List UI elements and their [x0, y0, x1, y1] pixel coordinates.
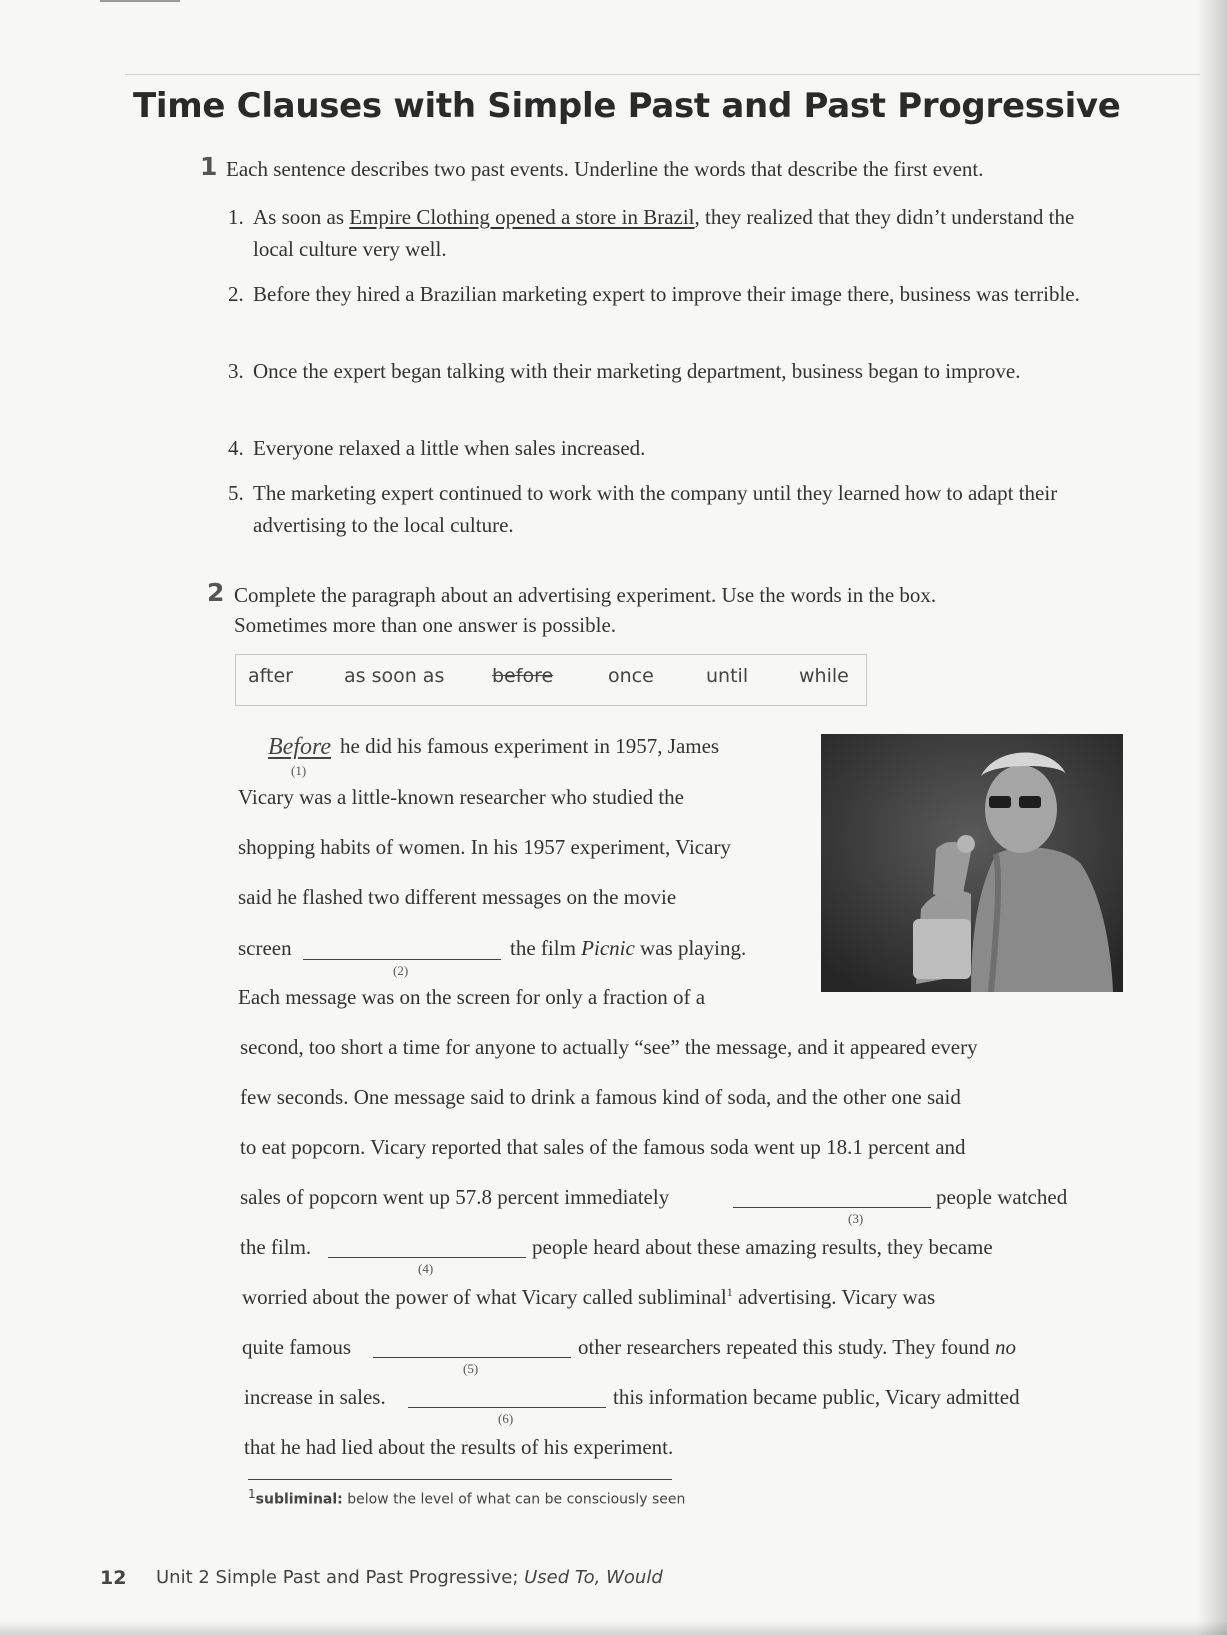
paragraph-line: he did his famous experiment in 1957, James [340, 734, 720, 758]
paragraph-line: people watched [936, 1185, 1068, 1209]
blank-label: (2) [393, 963, 409, 978]
item-number: 1. [228, 205, 244, 229]
exercise-2-instruction-line-1: Complete the paragraph about an advertising experiment. Use the words in the box. [234, 583, 937, 607]
paragraph-line: quite famous [242, 1335, 352, 1359]
word-box-item: while [799, 665, 849, 687]
paragraph-line: Each message was on the screen for only a fraction of a [238, 985, 706, 1009]
exercise-1-instruction: Each sentence describes two past events. Underline the words that describe the first event. [226, 157, 984, 181]
item-text: Before they hired a Brazilian marketing expert to improve their image there, business was terrible. [253, 282, 1080, 306]
word-box-item: once [608, 665, 654, 687]
photo-illustration [821, 734, 1123, 992]
page-title: Time Clauses with Simple Past and Past Progressive [133, 86, 1121, 126]
paragraph-line: the film Picnic was playing. [510, 936, 747, 960]
header-rule [125, 74, 1200, 75]
item-text: As soon as Empire Clothing opened a store in Brazil, they realized that they didn’t understand the local culture very well. [253, 205, 1075, 261]
page-number: 12 [100, 1567, 127, 1589]
scan-mark [100, 0, 180, 2]
exercise-1-number: 1 [200, 152, 218, 181]
paragraph-line: few seconds. One message said to drink a famous kind of soda, and the other one said [240, 1085, 961, 1109]
paragraph-line: increase in sales. [244, 1385, 386, 1409]
word-box [235, 654, 867, 706]
item-text: The marketing expert continued to work with the company until they learned how to adapt their advertising to the local culture. [253, 481, 1058, 537]
item-number: 4. [228, 436, 244, 460]
word-box-item-crossed-out: before [492, 665, 554, 687]
item-text: Once the expert began talking with their marketing department, business began to improve. [253, 359, 1021, 383]
blank-label: (5) [463, 1361, 479, 1376]
paragraph-line: shopping habits of women. In his 1957 experiment, Vicary [238, 835, 731, 859]
answer-blank-5[interactable] [373, 1357, 571, 1358]
paragraph-line: said he flashed two different messages on the movie [238, 885, 677, 909]
word-box-item: until [706, 665, 749, 687]
item-number: 5. [228, 481, 244, 505]
vintage-photo-woman-eating-popcorn [821, 734, 1123, 992]
paragraph-line: Vicary was a little-known researcher who studied the [238, 785, 684, 809]
footnote-rule [248, 1479, 672, 1480]
paragraph-line: that he had lied about the results of his experiment. [244, 1435, 674, 1459]
scan-edge-shadow [0, 1621, 1227, 1635]
item-text: Everyone relaxed a little when sales increased. [253, 436, 646, 460]
scan-edge-shadow [1197, 0, 1227, 1635]
exercise-2-instruction-line-2: Sometimes more than one answer is possible. [234, 613, 617, 637]
unit-title: Unit 2 Simple Past and Past Progressive; Used To, Would [156, 1567, 663, 1588]
blank-label: (3) [848, 1211, 864, 1226]
paragraph-line: worried about the power of what Vicary called subliminal$^1$ advertising. Vicary was [242, 1285, 936, 1309]
paragraph-line: the film. [240, 1235, 312, 1259]
paragraph-line: sales of popcorn went up 57.8 percent immediately [240, 1185, 670, 1209]
blank-label: (6) [498, 1411, 514, 1426]
answer-blank-3[interactable] [733, 1207, 931, 1208]
answer-blank-2[interactable] [303, 959, 501, 960]
answer-blank-6[interactable] [408, 1407, 606, 1408]
answer-blank-4[interactable] [328, 1257, 526, 1258]
paragraph-line: screen [238, 936, 292, 960]
paragraph-line: second, too short a time for anyone to actually “see” the message, and it appeared every [240, 1035, 978, 1059]
paragraph-line: other researchers repeated this study. They found no [578, 1335, 1016, 1359]
paragraph-line: this information became public, Vicary admitted [613, 1385, 1020, 1409]
word-box-item: as soon as [344, 665, 445, 687]
word-box-item: after [248, 665, 293, 687]
blank-label: (4) [418, 1261, 434, 1276]
paragraph-line: people heard about these amazing results, they became [532, 1235, 993, 1259]
blank-label: (1) [291, 763, 307, 778]
item-number: 3. [228, 359, 244, 383]
item-number: 2. [228, 282, 244, 306]
underlined-answer: Empire Clothing opened a store in Brazil [349, 205, 695, 229]
footnote: $^1$subliminal: below the level of what can be consciously seen [248, 1487, 686, 1508]
example-answer: Before [268, 734, 332, 760]
paragraph-line: to eat popcorn. Vicary reported that sales of the famous soda went up 18.1 percent and [240, 1135, 966, 1159]
exercise-2-number: 2 [207, 578, 225, 607]
footnote-marker: 1 [726, 1285, 733, 1299]
